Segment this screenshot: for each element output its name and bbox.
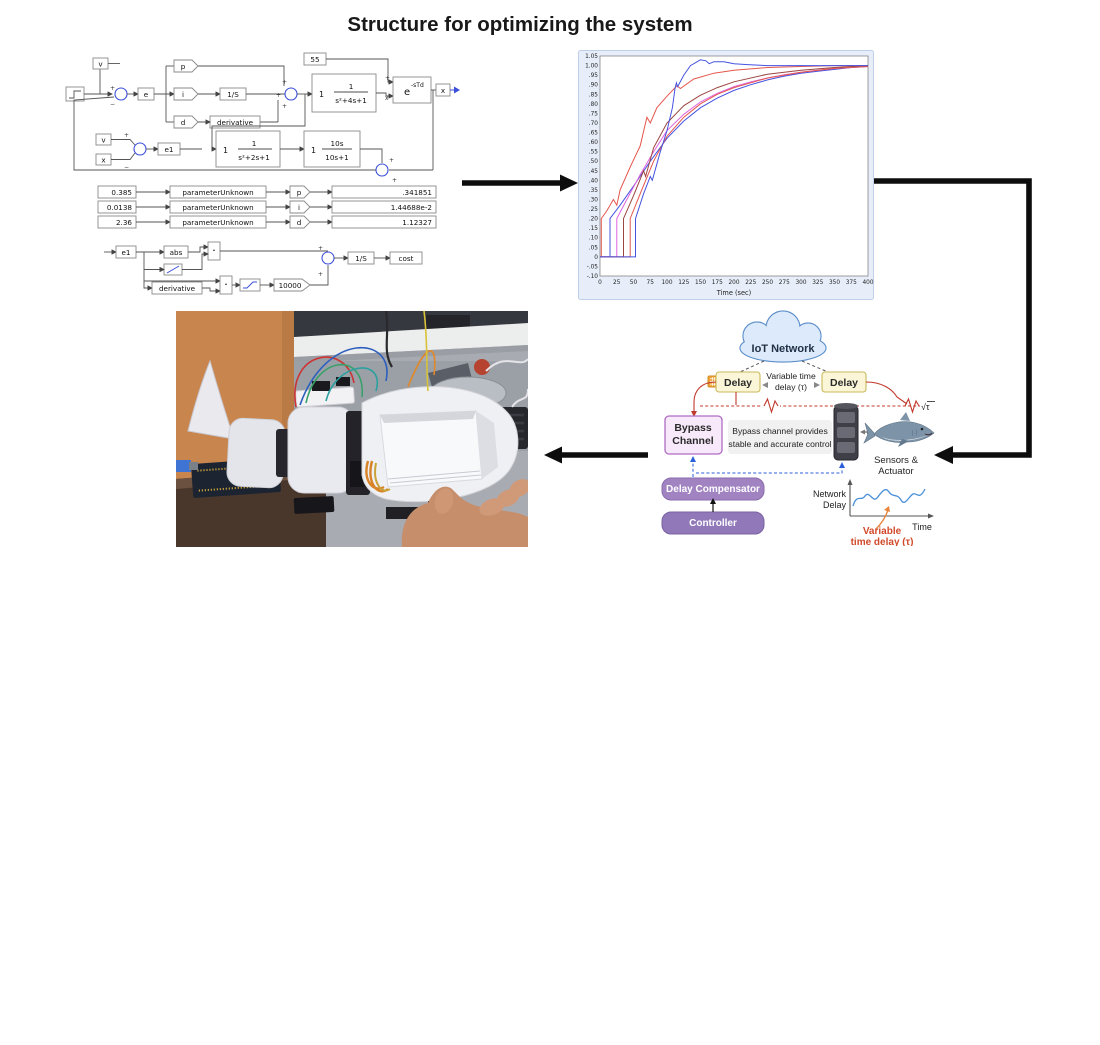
svg-text:+: + [110,85,116,92]
svg-text:+: + [318,271,324,278]
svg-text:·: · [224,280,228,289]
svg-text:125: 125 [678,280,690,286]
svg-text:1/S: 1/S [227,90,239,99]
svg-text:s²+4s+1: s²+4s+1 [335,96,367,105]
sum-junction-icon [115,88,127,100]
server-icon [834,403,858,460]
svg-text:200: 200 [728,280,740,286]
sum-junction-icon [322,252,334,264]
filter-tf3-block [304,131,360,167]
svg-text:.341851: .341851 [402,188,432,197]
svg-text:Sensors &: Sensors & [874,455,918,466]
svg-text:.45: .45 [588,168,598,175]
step-response-chart [578,50,874,300]
svg-text:√τ: √τ [921,402,930,412]
svg-text:delay (τ): delay (τ) [774,382,808,392]
svg-text:+: + [385,75,391,82]
svg-text:i: i [182,90,184,99]
svg-text:parameterUnknown: parameterUnknown [182,203,254,212]
svg-text:e1: e1 [121,248,131,257]
svg-text:d: d [180,118,186,127]
sum-junction-icon [285,88,297,100]
svg-text:p: p [180,62,186,71]
svg-text:1.00: 1.00 [585,63,598,70]
page-title: Structure for optimizing the system [347,13,693,36]
svg-text:1: 1 [311,146,317,155]
svg-text:derivative: derivative [216,118,254,127]
svg-text:x: x [440,86,446,95]
svg-text:0: 0 [598,280,602,286]
svg-text:.35: .35 [588,187,598,194]
cloud-icon [740,311,826,362]
svg-text:0.0138: 0.0138 [106,203,132,212]
svg-text:Time: Time [912,522,932,532]
svg-text:.40: .40 [588,178,598,185]
svg-text:.50: .50 [588,159,598,166]
svg-text:+: + [392,177,398,184]
svg-text:55: 55 [310,55,320,64]
d-gain-block [174,116,198,128]
svg-text:.75: .75 [588,111,598,118]
svg-text:cost: cost [398,254,414,263]
svg-text:s²+2s+1: s²+2s+1 [238,153,270,162]
svg-text:.65: .65 [588,130,598,137]
svg-text:Bypass: Bypass [674,422,712,434]
tau-symbol [921,402,935,413]
shark-icon [864,412,934,447]
svg-text:parameterUnknown: parameterUnknown [182,188,254,197]
svg-text:275: 275 [778,280,790,286]
i-gain-block [174,88,198,100]
blue-arrowhead-icon [839,462,845,468]
svg-text:.95: .95 [588,73,598,80]
svg-text:10s: 10s [330,139,344,148]
svg-text:1.44688e-2: 1.44688e-2 [390,203,432,212]
svg-text:2.36: 2.36 [115,218,132,227]
robot-fish-photo [176,311,528,547]
svg-text:.15: .15 [588,226,598,233]
svg-text:50: 50 [629,280,638,286]
svg-text:i: i [298,203,300,212]
usb-cable [176,460,191,472]
svg-text:375: 375 [845,280,857,286]
svg-text:350: 350 [828,280,841,286]
svg-text:175: 175 [711,280,723,286]
svg-text:abs: abs [169,248,183,257]
svg-text:Delay: Delay [829,377,859,389]
svg-text:0.385: 0.385 [111,188,132,197]
svg-text:Variable time: Variable time [766,371,816,381]
svg-text:Variable: Variable [862,526,902,537]
svg-text:e: e [143,90,149,99]
simulink-diagram [60,50,460,308]
svg-text:+: + [389,157,395,164]
svg-text:Controller: Controller [689,518,737,529]
red-object [474,359,490,375]
svg-text:75: 75 [646,280,654,286]
svg-text:.55: .55 [588,149,598,156]
svg-text:+: + [276,92,282,99]
svg-text:.80: .80 [588,101,598,108]
svg-text:1.12327: 1.12327 [402,218,432,227]
svg-text:−: − [124,164,130,171]
svg-text:·: · [212,246,216,255]
svg-text:Delay Compensator: Delay Compensator [666,484,760,495]
svg-text:Delay: Delay [822,500,846,510]
svg-text:1: 1 [223,146,229,155]
svg-text:1: 1 [319,90,325,99]
svg-text:.85: .85 [588,92,598,99]
svg-text:parameterUnknown: parameterUnknown [182,218,254,227]
svg-text:.05: .05 [588,245,598,252]
svg-text:IoT Network: IoT Network [751,343,815,355]
svg-text:Network: Network [812,489,846,499]
plant-tf1-block [312,74,376,112]
svg-text:time delay (τ): time delay (τ) [850,537,914,546]
v-label: v [98,59,103,69]
output-arrow-icon [454,87,460,94]
svg-text:.60: .60 [588,140,598,147]
svg-text:100: 100 [661,280,673,286]
svg-text:.20: .20 [588,216,598,223]
svg-text:150: 150 [694,280,707,286]
svg-text:0: 0 [594,254,598,261]
svg-text:+: + [124,132,130,139]
svg-text:-sTd: -sTd [411,82,424,89]
sum-junction-icon [376,164,388,176]
svg-text:derivative: derivative [158,284,196,293]
cost-function-section [104,242,422,294]
left-arrow-icon [762,382,768,388]
network-delay-plot [813,479,934,546]
svg-text:e: e [404,87,411,98]
svg-text:Actuator: Actuator [878,466,914,477]
svg-text:.25: .25 [588,207,598,214]
iot-network-diagram [624,310,976,546]
model-tf2-block [216,131,280,167]
svg-text:-.10: -.10 [586,274,598,280]
svg-text:325: 325 [812,280,824,286]
svg-text:stable and accurate control: stable and accurate control [728,439,832,449]
step-source-icon [66,87,84,101]
svg-text:.90: .90 [588,82,598,89]
svg-text:1/S: 1/S [355,254,367,263]
svg-text:Time (sec): Time (sec) [716,289,752,297]
svg-text:−: − [110,101,116,108]
svg-text:+: + [318,245,324,252]
svg-text:+: + [282,103,288,110]
svg-text:x: x [385,95,389,102]
transport-delay-block [393,77,431,103]
blue-arrowhead-icon [690,456,696,462]
sum-junction-icon [134,143,146,155]
svg-text:400: 400 [862,280,874,286]
svg-text:1: 1 [348,82,354,91]
svg-text:1: 1 [251,139,257,148]
svg-text:Delay: Delay [723,377,753,389]
svg-text:.30: .30 [588,197,598,204]
usb-plug [189,462,198,470]
mount-block-1 [294,496,335,514]
svg-text:25: 25 [613,280,621,286]
svg-text:x: x [101,155,106,165]
svg-text:v: v [101,135,106,145]
svg-text:d: d [296,218,302,227]
svg-text:Bypass channel provides: Bypass channel provides [732,426,828,436]
svg-text:p: p [296,188,302,197]
svg-text:250: 250 [761,280,774,286]
svg-text:300: 300 [795,280,807,286]
svg-text:225: 225 [745,280,757,286]
svg-text:1.05: 1.05 [585,54,598,60]
p-gain-block [174,60,198,72]
arrow-simulink-to-chart [462,175,578,192]
delay-curve [853,489,925,506]
fish-segment-2 [288,407,354,493]
svg-text:10000: 10000 [278,281,302,290]
svg-text:+: + [282,79,288,86]
svg-text:-.05: -.05 [586,264,598,271]
svg-text:.10: .10 [588,235,598,242]
svg-text:e1: e1 [164,145,174,154]
svg-text:Channel: Channel [672,435,714,447]
right-arrow-icon [814,382,820,388]
svg-text:10s+1: 10s+1 [325,153,349,162]
parameter-rows [98,186,436,228]
svg-text:.70: .70 [588,120,598,127]
